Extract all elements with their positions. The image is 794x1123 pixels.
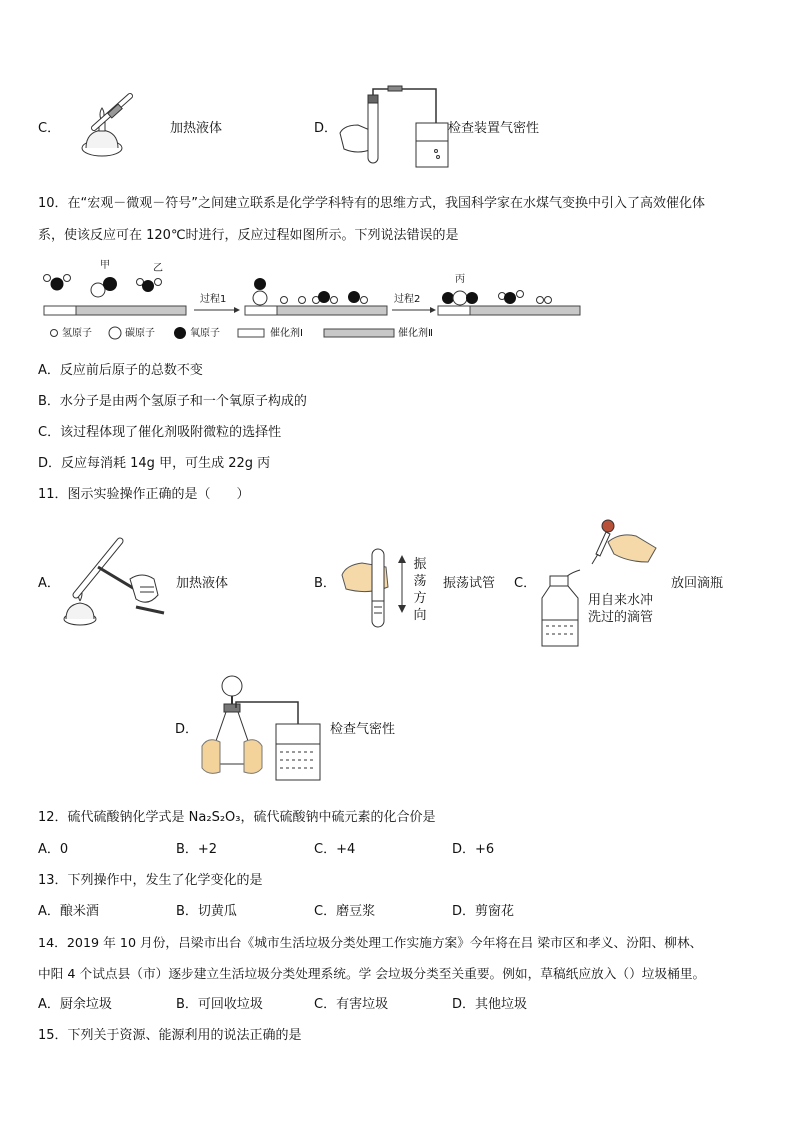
airtightness-flask-image: [200, 664, 328, 788]
q13-option-c: C．磨豆浆: [314, 904, 376, 919]
process1-label: 过程1: [200, 294, 227, 305]
q11-option-a-text: 加热液体: [176, 576, 229, 591]
label-jia: 甲: [100, 260, 110, 271]
q12-option-c: C．+4: [314, 842, 356, 857]
q14-stem-line1: 14．2019 年 10 月份，吕梁市出台《城市生活垃圾分类处理工作实施方案》今年将在吕 梁市区和孝义、汾阳、柳林、: [38, 935, 703, 950]
q13-option-a: A．酿米酒: [38, 904, 99, 919]
legend-hydrogen: 氢原子: [62, 328, 92, 339]
label-yi: 乙: [153, 263, 163, 274]
process2-label: 过程2: [394, 294, 421, 305]
q11-option-c-text: 放回滴瓶: [671, 576, 724, 591]
heating-liquid-image: [58, 537, 170, 629]
q11-option-d-letter: D．: [175, 722, 199, 737]
q15-stem: 15．下列关于资源、能源利用的说法正确的是: [38, 1028, 302, 1043]
alcohol-lamp-heating-image: [72, 92, 162, 160]
q10-stem-line2: 系，使该反应可在 120℃时进行，反应过程如图所示。下列说法错误的是: [38, 228, 459, 243]
q10-option-d: D．反应每消耗 14g 甲，可生成 22g 丙: [38, 456, 271, 471]
q9-option-d-letter: D．: [314, 121, 338, 136]
shake-direction-char-2: 荡: [413, 574, 427, 589]
q12-option-b: B．+2: [176, 842, 218, 857]
q13-option-d: D．剪窗花: [452, 904, 515, 919]
q11-option-a-letter: A．: [38, 576, 60, 591]
q9-option-c-letter: C．: [38, 121, 61, 136]
shake-direction-char-1: 振: [413, 557, 427, 572]
q14-option-a: A．厨余垃圾: [38, 997, 112, 1012]
q12-option-d: D．+6: [452, 842, 495, 857]
q10-option-b: B．水分子是由两个氢原子和一个氧原子构成的: [38, 394, 307, 409]
q9-option-d-text: 检查装置气密性: [448, 121, 540, 136]
legend-catalyst-2: 催化剂Ⅱ: [398, 328, 433, 339]
q14-option-d: D．其他垃圾: [452, 997, 528, 1012]
q11-option-d-text: 检查气密性: [330, 722, 396, 737]
shake-direction-char-4: 向: [413, 608, 427, 623]
reaction-molecules: [38, 256, 598, 346]
dropper-bottle-image: [536, 514, 666, 648]
airtightness-check-image: [338, 85, 450, 169]
shaking-test-tube-image: [338, 545, 408, 633]
q11-stem: 11．图示实验操作正确的是（ ）: [38, 487, 250, 502]
q14-option-b: B．可回收垃圾: [176, 997, 263, 1012]
q11-option-b-text: 振荡试管: [443, 576, 496, 591]
shake-direction-char-3: 方: [413, 591, 427, 606]
q10-stem-line1: 10．在“宏观－微观－符号”之间建立联系是化学学科特有的思维方式，我国科学家在水煤气变换中引入了高效催化体: [38, 196, 706, 211]
q11-option-c-letter: C．: [514, 576, 537, 591]
q14-option-c: C．有害垃圾: [314, 997, 389, 1012]
legend-carbon: 碳原子: [125, 328, 155, 339]
q11-option-c-note-line2: 洗过的滴管: [588, 610, 654, 625]
q10-option-a: A．反应前后原子的总数不变: [38, 363, 203, 378]
q11-option-c-note-line1: 用自来水冲: [588, 593, 654, 608]
q10-option-c: C．该过程体现了催化剂吸附微粒的选择性: [38, 425, 282, 440]
q12-option-a: A．0: [38, 842, 69, 857]
q14-stem-line2: 中阳 4 个试点县（市）逐步建立生活垃圾分类处理系统。学 会垃圾分类至关重要。例如，草稿纸应放入（）垃圾桶里。: [38, 966, 706, 981]
reaction-diagram: [38, 256, 598, 346]
label-bing: 丙: [455, 274, 465, 285]
q11-option-b-letter: B．: [314, 576, 336, 591]
q13-option-b: B．切黄瓜: [176, 904, 237, 919]
q9-option-c-text: 加热液体: [170, 121, 223, 136]
legend-oxygen: 氧原子: [190, 328, 220, 339]
q12-stem: 12．硫代硫酸钠化学式是 Na₂S₂O₃，硫代硫酸钠中硫元素的化合价是: [38, 810, 436, 825]
legend-catalyst-1: 催化剂Ⅰ: [270, 328, 303, 339]
q13-stem: 13．下列操作中，发生了化学变化的是: [38, 873, 263, 888]
